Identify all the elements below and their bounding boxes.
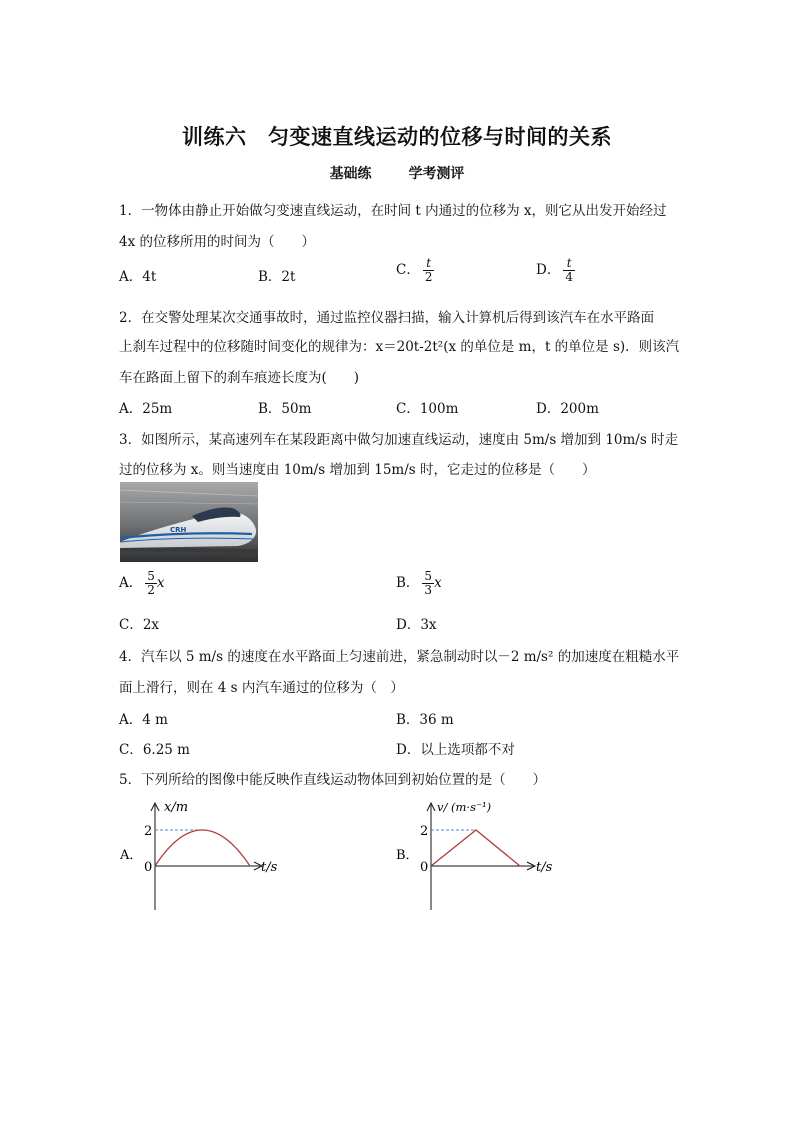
q3-option-b-var: x	[434, 575, 442, 591]
q3-option-b-den: 3	[424, 583, 433, 597]
q1-option-d-num: t	[563, 257, 575, 271]
q1-option-d-den: 4	[565, 270, 573, 284]
q5-line1: 5．下列所给的图像中能反映作直线运动物体回到初始位置的是（ ）	[119, 772, 547, 788]
q1-option-c-den: 2	[424, 270, 433, 284]
q3-option-a-den: 2	[147, 583, 155, 597]
section-subtitle	[0, 163, 794, 183]
q3-option-b-label: B．	[396, 575, 420, 591]
graph-b-xlabel: t/s	[536, 860, 553, 875]
q2-line2: 上刹车过程中的位移随时间变化的规律为：x＝20t-2t²(x 的单位是 m，t 的单位是 s)．则该汽	[119, 339, 680, 355]
graph-b[interactable]	[388, 795, 588, 915]
q3-option-b-num: 5	[424, 569, 433, 583]
q3-option-a-num: 5	[147, 569, 155, 583]
q3-line2: 过的位移为 x。则当速度由 10m/s 增加到 15m/s 时，它走过的位移是（ ）	[119, 462, 596, 478]
graph-a[interactable]	[110, 795, 300, 915]
graph-a-xlabel: t/s	[261, 860, 278, 875]
subtitle-test: 学考测评	[408, 166, 465, 182]
q3-line1: 3．如图所示，某高速列车在某段距离中做匀加速直线运动，速度由 5m/s 增加到 10m/s 时走	[119, 432, 679, 448]
graph-b-ylabel: v/ (m·s⁻¹)	[437, 800, 492, 814]
q1-option-c-fraction	[423, 257, 435, 284]
q1-option-b[interactable]: B．2t	[258, 269, 296, 285]
q1-line2: 4x 的位移所用的时间为（ ）	[119, 234, 315, 250]
q4-line2: 面上滑行，则在 4 s 内汽车通过的位移为（ ）	[119, 680, 404, 696]
q3-option-b-fraction	[422, 570, 434, 597]
q1-option-c[interactable]	[396, 257, 434, 284]
q4-option-a[interactable]: A．4 m	[119, 712, 168, 728]
train-photo	[120, 482, 258, 562]
q3-option-d[interactable]: D．3x	[396, 617, 437, 633]
q2-option-a[interactable]: A．25m	[119, 401, 173, 417]
q1-option-a[interactable]: A．4t	[119, 269, 157, 285]
q4-line1: 4．汽车以 5 m/s 的速度在水平路面上匀速前进，紧急制动时以－2 m/s² 的加速度在粗糙水平	[119, 649, 680, 665]
graph-a-origin: 0	[144, 860, 153, 875]
q4-option-b[interactable]: B．36 m	[396, 712, 454, 728]
q2-option-c[interactable]: C．100m	[396, 401, 459, 417]
graph-b-ytick: 2	[420, 824, 429, 839]
q3-option-a-var: x	[156, 575, 165, 591]
graph-a-curve	[155, 830, 250, 866]
q2-line1: 2．在交警处理某次交通事故时，通过监控仪器扫描，输入计算机后得到该汽车在水平路面	[119, 310, 655, 326]
q1-option-d[interactable]	[536, 257, 575, 284]
q4-option-d[interactable]: D．以上选项都不对	[396, 742, 515, 758]
q1-option-c-num: t	[423, 257, 435, 271]
q1-option-d-fraction	[563, 257, 575, 284]
q3-option-a-label: A．	[119, 575, 143, 591]
train-logo-text: CRH	[170, 526, 187, 534]
graph-a-label: A．	[120, 848, 143, 863]
page-title: 训练六 匀变速直线运动的位移与时间的关系	[182, 125, 612, 149]
q4-option-c[interactable]: C．6.25 m	[119, 742, 190, 758]
q1-option-c-label: C．	[396, 262, 420, 278]
graph-b-origin: 0	[420, 860, 429, 875]
q3-option-c[interactable]: C．2x	[119, 617, 160, 633]
graph-a-ytick: 2	[144, 824, 153, 839]
q2-line3: 车在路面上留下的刹车痕迹长度为( )	[119, 370, 360, 386]
q1-option-d-label: D．	[536, 262, 561, 278]
q3-option-b[interactable]	[396, 570, 442, 597]
graph-b-curve	[431, 830, 520, 866]
q3-option-a[interactable]	[119, 570, 165, 597]
q1-line1: 1．一物体由静止开始做匀变速直线运动，在时间 t 内通过的位移为 x，则它从出发开始经过	[119, 203, 667, 219]
q3-option-a-fraction	[145, 570, 157, 597]
q2-option-b[interactable]: B．50m	[258, 401, 312, 417]
q2-option-d[interactable]: D．200m	[536, 401, 599, 417]
graph-b-label: B．	[396, 848, 419, 863]
subtitle-basic: 基础练	[329, 166, 372, 182]
graph-a-ylabel: x/m	[164, 800, 189, 815]
